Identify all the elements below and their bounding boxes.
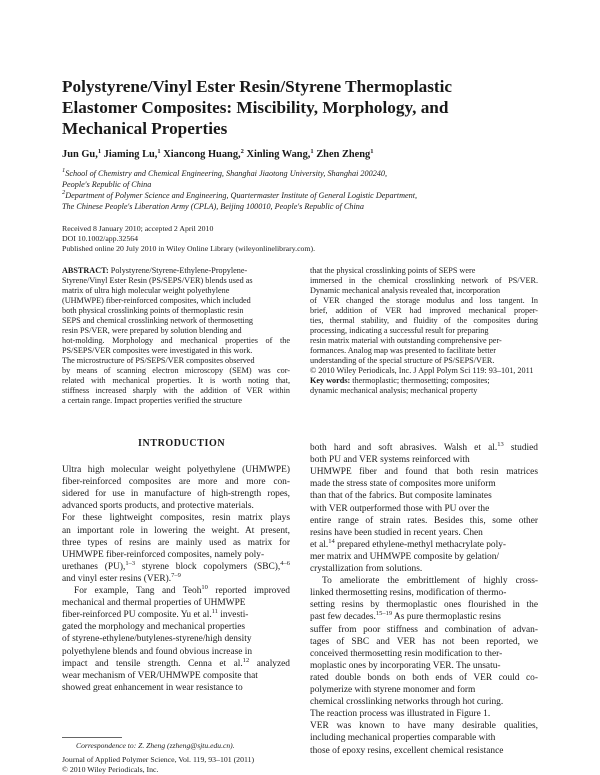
reference-mark: 10 bbox=[201, 584, 208, 591]
body-line: UHMWPE fiber and found that both resin matrices bbox=[310, 467, 538, 478]
doi: DOI 10.1002/app.32564 bbox=[62, 234, 139, 243]
body-line: advanced sports products, and protective materials. bbox=[62, 501, 254, 512]
section-heading-introduction: INTRODUCTION bbox=[138, 438, 226, 449]
body-line: The reaction process was illustrated in Figure 1. bbox=[310, 709, 491, 720]
body-line: fiber-reinforced composites are more and more con- bbox=[62, 477, 290, 488]
received-date: Received 8 January 2010; accepted 2 April 2010 bbox=[62, 224, 214, 233]
body-line: To ameliorate the embrittlement of highly cross- bbox=[322, 576, 538, 587]
footnote-rule bbox=[62, 737, 122, 738]
abstract-line bbox=[62, 266, 247, 276]
affiliation-text: Department of Polymer Science and Engineering, Quartermaster Institute of General Logistic Department, bbox=[65, 191, 418, 200]
title-line: Polystyrene/Vinyl Ester Resin/Styrene Thermoplastic bbox=[62, 77, 453, 96]
abstract-label: ABSTRACT: bbox=[62, 266, 111, 275]
body-line: rated double bonds on both ends of VER could co- bbox=[310, 672, 538, 683]
abstract-line: resin matrix material with outstanding comprehensive per- bbox=[310, 336, 502, 345]
body-line: and vinyl ester resins (VER).$^{7-9}$ bbox=[62, 571, 181, 584]
body-line: UHMWPE fiber-reinforced composites, namely poly- bbox=[62, 549, 265, 560]
affiliation-line: The Chinese People's Liberation Army (CPLA), Beijing 100010, People's Republic of China bbox=[62, 202, 364, 211]
author-name: Jiaming Lu, bbox=[103, 149, 158, 160]
abstract-line: © 2010 Wiley Periodicals, Inc. J Appl Polym Sci 119: 93–101, 2011 bbox=[310, 366, 534, 375]
body-line: of styrene-ethylene/butylenes-styrene/high density bbox=[62, 634, 252, 645]
keywords-label: Key words: bbox=[310, 376, 353, 385]
body-line: tages of SBC and VER has not been reported, we bbox=[310, 636, 538, 647]
abstract-line: stiffness increased sharply with the addition of VER within bbox=[62, 386, 290, 395]
body-line: linked thermosetting resins, modification of thermo- bbox=[310, 588, 507, 599]
affiliation-text: School of Chemistry and Chemical Engineering, Shanghai Jiaotong University, Shanghai 200240, bbox=[65, 169, 388, 178]
body-line: fiber-reinforced PU composite. Yu et al.$^{11}$ investi- bbox=[62, 608, 249, 621]
reference-mark: 13 bbox=[497, 441, 504, 448]
body-line: conceived thermosetting resin modification to ther- bbox=[310, 648, 503, 659]
abstract-line: Styrene/Vinyl Ester Resin (PS/SEPS/VER) blends used as bbox=[62, 276, 253, 285]
author-name: Jun Gu, bbox=[62, 149, 98, 160]
author-affiliation-mark: 1 bbox=[310, 148, 314, 155]
abstract-line: formances. Analog map was presented to facilitate better bbox=[310, 346, 496, 355]
author-affiliation-mark: 1 bbox=[97, 148, 102, 155]
body-line: than that of the fabrics. But composite laminates bbox=[310, 491, 492, 502]
body-line: both PU and VER systems reinforced with bbox=[310, 455, 470, 466]
reference-mark: 4–6 bbox=[280, 559, 290, 567]
author-name: Xinling Wang, bbox=[246, 149, 311, 160]
body-line: moplastic ones by incorporating VER. The unsatu- bbox=[310, 660, 501, 671]
body-line: wear mechanism of VER/UHMWPE composite that bbox=[62, 670, 258, 681]
body-line: crystallization from solutions. bbox=[310, 564, 423, 574]
abstract-line: PS/SEPS/VER composites were investigated in this work. bbox=[62, 346, 253, 355]
body-line: et al.$^{14}$ prepared ethylene-methyl methacrylate poly- bbox=[310, 537, 507, 550]
keywords-line bbox=[310, 376, 490, 386]
abstract-line: immersed in the chemical crosslinking network of PS/VER. bbox=[310, 276, 538, 285]
body-line: resins have been studied in recent years. Chen bbox=[310, 527, 483, 538]
body-line: an important role in lowering the weight. At present, bbox=[62, 525, 290, 536]
affiliation-mark: 1 bbox=[62, 167, 66, 174]
body-line: gated the morphology and mechanical properties bbox=[62, 622, 246, 633]
abstract-line: processing, indicating a successful result for preparing bbox=[310, 326, 489, 335]
reference-mark: 11 bbox=[211, 608, 218, 616]
author-affiliation-mark: 1 bbox=[370, 148, 374, 155]
author-name: Xiancong Huang, bbox=[163, 149, 241, 160]
abstract-line: hot-molding. Morphology and mechanical properties of the bbox=[62, 336, 290, 345]
affiliation-line: People's Republic of China bbox=[62, 180, 152, 189]
abstract-line: a certain range. Impact properties verified the structure bbox=[62, 396, 243, 405]
abstract-line: understanding of the special structure of PS/SEPS/VER. bbox=[310, 356, 495, 365]
abstract-line: (UHMWPE) fiber-reinforced composites, which included bbox=[62, 296, 251, 305]
body-line: both hard and soft abrasives. Walsh et al.$^{13}$ studied bbox=[310, 441, 538, 453]
body-line: impact and tensile strength. Cenna et al.$^{12}$ analyzed bbox=[62, 656, 290, 669]
body-line: those of epoxy resins, excellent chemical resistance bbox=[310, 745, 504, 756]
abstract-line: of VER changed the storage modulus and loss tangent. In bbox=[310, 296, 538, 305]
journal-citation: Journal of Applied Polymer Science, Vol. 119, 93–101 (2011) bbox=[62, 755, 255, 764]
abstract-line: Dynamic mechanical analysis revealed that, incorporation bbox=[310, 286, 501, 295]
body-line: Ultra high molecular weight polyethylene (UHMWPE) bbox=[62, 465, 290, 475]
body-line: three types of resins are mainly used as matrix for bbox=[62, 537, 290, 548]
affiliation-line bbox=[62, 168, 542, 179]
body-line: urethanes (PU),$^{1-3}$ styrene block copolymers (SBC),$^{4-6}$ bbox=[62, 559, 290, 572]
author-list bbox=[62, 149, 374, 160]
reference-mark: 12 bbox=[242, 656, 250, 664]
affiliation-line bbox=[62, 190, 542, 201]
abstract-line: both physical crosslinking points of thermoplastic resin bbox=[62, 306, 244, 315]
author-name: Zhen Zheng bbox=[316, 149, 371, 160]
abstract-line: ties, thermal stability, and fluidity of the composites during bbox=[310, 316, 538, 325]
abstract-line: brief, addition of VER had improved mechanical proper- bbox=[310, 306, 538, 315]
abstract-line: The microstructure of PS/SEPS/VER composites observed bbox=[62, 356, 255, 365]
reference-mark: 15–19 bbox=[375, 610, 393, 618]
publication-history bbox=[62, 224, 315, 254]
article-title bbox=[62, 76, 542, 139]
body-line: entire range of strain rates. Besides this, some other bbox=[310, 515, 538, 526]
affiliation-mark: 2 bbox=[62, 189, 66, 196]
abstract-line: matrix of ultra high molecular weight polyethylene bbox=[62, 286, 230, 295]
body-line: setting resins by thermoplastic ones flourished in the bbox=[310, 600, 538, 611]
title-line: Elastomer Composites: Miscibility, Morphology, and bbox=[62, 98, 449, 117]
body-line: with VER outperformed those with PU over the bbox=[310, 503, 490, 514]
body-line: For these lightweight composites, resin matrix plays bbox=[62, 513, 290, 524]
reference-mark: 14 bbox=[328, 537, 335, 545]
keywords-line: dynamic mechanical analysis; mechanical property bbox=[310, 386, 478, 395]
body-line: For example, Tang and Teoh$^{10}$ reported improved bbox=[74, 584, 290, 596]
body-line: mechanical and thermal properties of UHMWPE bbox=[62, 598, 246, 609]
body-line: chemical crosslinking networks through hot curing. bbox=[310, 697, 504, 708]
affiliations bbox=[62, 168, 542, 212]
reference-mark: 7–9 bbox=[171, 571, 181, 579]
body-line: polymerize with styrene monomer and form bbox=[310, 685, 476, 695]
journal-info bbox=[62, 755, 254, 775]
reference-mark: 1–3 bbox=[125, 559, 136, 567]
body-line: VER was known to have many desirable qualities, bbox=[310, 721, 538, 732]
correspondence-footnote: Correspondence to: Z. Zheng (zzheng@sjtu.edu.cn). bbox=[76, 741, 235, 750]
title-line: Mechanical Properties bbox=[62, 119, 228, 138]
abstract-line: by means of scanning electron microscopy (SEM) was cor- bbox=[62, 366, 290, 375]
body-line: past few decades.$^{15-19}$ As pure thermoplastic resins bbox=[310, 610, 501, 623]
copyright: © 2010 Wiley Periodicals, Inc. bbox=[62, 765, 159, 774]
published-online: Published online 20 July 2010 in Wiley Online Library (wileyonlinelibrary.com). bbox=[62, 244, 316, 253]
author-affiliation-mark: 1 bbox=[157, 148, 161, 155]
body-line: made the stress state of composites more uniform bbox=[310, 479, 496, 490]
text-span: thermoplastic; thermosetting; composites; bbox=[352, 376, 490, 385]
abstract-line: SEPS and chemical crosslinking network of thermosetting bbox=[62, 316, 254, 325]
body-line: mer matrix and UHMWPE composite by gelation/ bbox=[310, 551, 500, 562]
body-line: including mechanical properties comparable with bbox=[310, 733, 496, 744]
abstract-line: resin PS/VER, were prepared by solution blending and bbox=[62, 326, 242, 335]
body-line: suffer from poor stiffness and combination of advan- bbox=[310, 624, 538, 635]
author-affiliation-mark: 2 bbox=[240, 148, 244, 155]
body-line: sidered for use in manufacture of high-strength ropes, bbox=[62, 489, 290, 500]
body-line: showed great enhancement in wear resistance to bbox=[62, 682, 243, 693]
abstract-line: related with mechanical properties. It is worth noting that, bbox=[62, 376, 290, 385]
abstract-line: that the physical crosslinking points of SEPS were bbox=[310, 266, 476, 275]
text-span: Polystyrene/Styrene-Ethylene-Propylene- bbox=[110, 266, 248, 275]
body-line: polyethylene blends and found obvious increase in bbox=[62, 646, 253, 657]
